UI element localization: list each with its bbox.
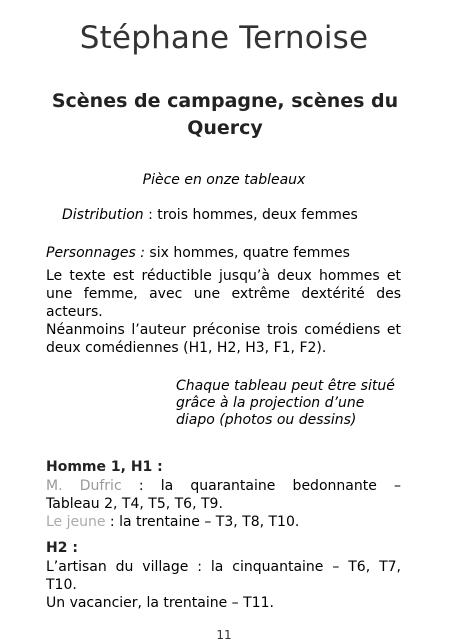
character-line: Un vacancier, la trentaine – T11. [46,595,274,611]
character-line [46,477,401,495]
character-name: Le jeune [46,514,106,530]
character-line: L’artisan du village : la cinquantaine – T6, T7, [46,559,401,575]
character-detail: : la trentaine – T3, T8, T10. [105,514,300,530]
page-number: 11 [216,628,232,642]
distribution-text: : trois hommes, deux femmes [143,207,358,223]
character-line: T10. [46,577,77,593]
role-heading-h2: H2 : [46,540,78,556]
personnages-text: six hommes, quatre femmes [144,245,350,261]
character-detail: : la quarantaine bedonnante – [121,478,401,494]
character-name: M. Dufric [46,478,122,494]
character-detail: Tableau 2, T4, T5, T6, T9. [46,496,223,512]
distribution-line [62,207,358,223]
role-heading-h1: Homme 1, H1 : [46,459,163,475]
reducible-paragraph: Le texte est réductible jusqu’à deux hommes et une femme, avec une extrême dextérité des acteurs. [46,268,401,320]
distribution-label: Distribution [62,207,144,223]
character-line [46,513,401,531]
character-line [46,495,401,513]
staging-note: Chaque tableau peut être situé grâce à la projection d’une diapo (photos ou dessins) [176,378,395,428]
play-title: Scènes de campagne, scènes du Quercy [51,90,399,139]
recommendation-paragraph: Néanmoins l’auteur préconise trois comédiens et deux comédiennes (H1, H2, H3, F1, F2). [46,322,401,356]
personnages-line [46,245,350,261]
play-subtitle: Pièce en onze tableaux [142,172,306,188]
personnages-label: Personnages : [46,245,145,261]
author-name: Stéphane Ternoise [79,20,369,56]
